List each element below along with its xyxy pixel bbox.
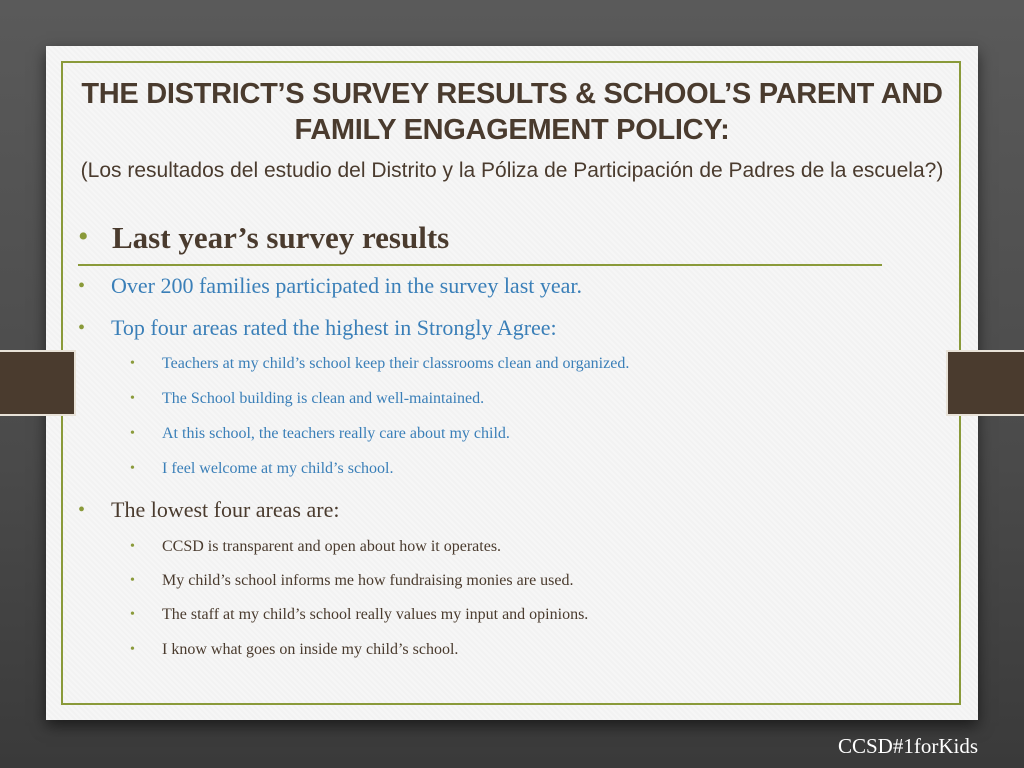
lowest-areas-label: The lowest four areas are: xyxy=(111,497,340,522)
top-area-text: I feel welcome at my child’s school. xyxy=(162,460,394,477)
section-heading xyxy=(78,220,882,266)
section-heading-text: Last year’s survey results xyxy=(112,220,450,255)
lowest-area-text: I know what goes on inside my child’s school. xyxy=(162,641,459,658)
bullet-icon: • xyxy=(130,426,135,441)
bullet-icon: • xyxy=(130,607,135,622)
top-area-text: The School building is clean and well-maintained. xyxy=(162,390,485,407)
slide-subtitle: (Los resultados del estudio del Distrito y la Póliza de Participación de Padres de la escuela?) xyxy=(80,159,944,182)
bullet-icon: • xyxy=(130,573,135,588)
top-area-text: Teachers at my child’s school keep their classrooms clean and organized. xyxy=(162,355,630,372)
lowest-area-text: The staff at my child’s school really values my input and opinions. xyxy=(162,606,589,623)
bullet-icon: • xyxy=(78,220,89,253)
lowest-area-text: My child’s school informs me how fundraising monies are used. xyxy=(162,572,574,589)
bullet-icon: • xyxy=(130,391,135,406)
lowest-area-text: CCSD is transparent and open about how it operates. xyxy=(162,538,502,555)
bullet-icon: • xyxy=(130,461,135,476)
footer-hashtag: CCSD#1forKids xyxy=(837,734,978,758)
bullet-icon: • xyxy=(78,275,86,297)
left-strap-decoration xyxy=(0,350,76,416)
top-areas-label: Top four areas rated the highest in Strongly Agree: xyxy=(111,315,557,340)
slide-title: THE DISTRICT’S SURVEY RESULTS & SCHOOL’S PARENT AND FAMILY ENGAGEMENT POLICY: xyxy=(81,78,943,146)
right-strap-decoration xyxy=(946,350,1024,416)
participation-text: Over 200 families participated in the survey last year. xyxy=(111,273,583,298)
bullet-icon: • xyxy=(78,317,86,339)
top-area-text: At this school, the teachers really care about my child. xyxy=(162,425,510,442)
bullet-icon: • xyxy=(78,499,86,521)
bullet-icon: • xyxy=(130,356,135,371)
bullet-icon: • xyxy=(130,539,135,554)
bullet-icon: • xyxy=(130,642,135,657)
